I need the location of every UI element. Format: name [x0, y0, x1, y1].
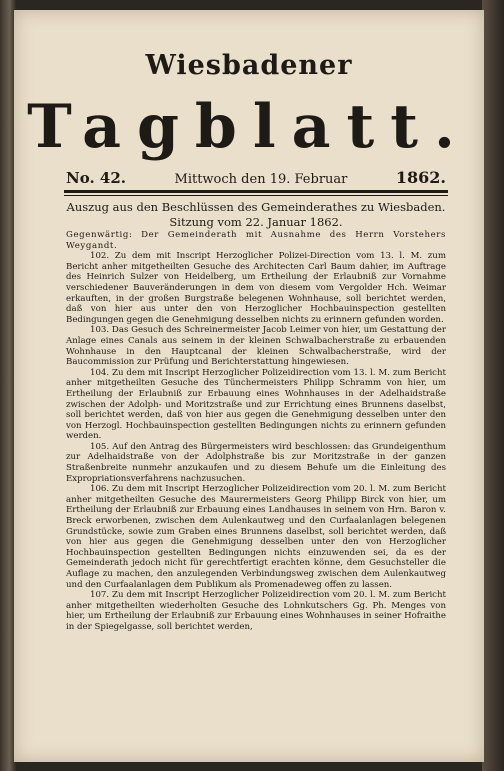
- newspaper-page: [14, 10, 484, 762]
- page-edge: [482, 0, 504, 771]
- paragraph-104: 104. Zu dem mit Inscript Herzoglicher Polizeidirection vom 13. l. M. zum Bericht anher mitgetheilten Gesuche des Tünchermeisters Philipp Schramm von hier, um Ertheilung der Erlaubniß zur Erbauung eines Wohnhauses in der Adelhaidstraße zwischen der Adolph- und Moritzstraße und zur Errichtung eines Brunnens daselbst, soll berichtet werden, daß von hier aus gegen die Genehmigung desselben unter den von Herzogl. Hochbauinspection gestellten Bedingungen nichts zu erinnern gefunden werden.: [66, 367, 446, 442]
- paragraph-102: 102. Zu dem mit Inscript Herzoglicher Polizei-Direction vom 13. l. M. zum Bericht anher mitgetheilten Gesuche des Architecten Carl Baum dahier, im Auftrage des Heinrich Sulzer von Heidelberg, um Ertheilung der Erlaubniß zur Vornahme verschiedener Bauveränderungen in dem von diesem vom Vergolder Hch. Weimar erkauften, in der großen Burgstraße belegenen Wohnhause, soll berichtet werden, daß von hier aus unter den von Herzoglicher Hochbauinspection gestellten Bedingungen gegen die Genehmigung desselben nichts zu erinnern gefunden worden.: [66, 251, 446, 325]
- paragraph-107: 107. Zu dem mit Inscript Herzoglicher Polizeidirection vom 20. l. M. zum Bericht anher mitgetheilten wiederholten Gesuche des Lohnkutschers Gg. Ph. Menges von hier, um Ertheilung der Erlaubniß zur Erbauung eines Wohnhauses in seiner Hofraithe in der Spiegelgasse, soll berichtet werden,: [66, 590, 446, 632]
- headline-line-1: Auszug aus den Beschlüssen des Gemeinderathes zu Wiesbaden.: [66, 200, 446, 214]
- article-headline: [66, 200, 446, 230]
- thin-rule: [64, 195, 448, 196]
- issue-year: 1862.: [395, 168, 446, 187]
- paragraph-106: 106. Zu dem mit Inscript Herzoglicher Polizeidirection vom 20. l. M. zum Bericht anher mitgetheilten Gesuche des Maurermeisters Georg Philipp Birck von hier, um Ertheilung der Erlaubniß zur Erbauung eines Landhauses in seinem von Hrn. Baron v. Breck erworbenen, zwischen dem Aulenkautweg und den Curfaalanlagen belegenen Grundstücke, sowie zum Graben eines Brunnens daselbst, soll berichtet werden, daß von hier aus gegen die Genehmigung desselben unter den von Herzoglicher Hochbauinspection gestellten Bedingungen nichts einzuwenden sei, da es der Gemeinderath jedoch nicht für gerechtfertigt erachten könne, dem Gesuchsteller die Auflage zu machen, den anzulegenden Verbindungsweg zwischen dem Aulenkautweg und den Curfaalanlagen dem Publikum als Promenadeweg offen zu lassen.: [66, 484, 446, 590]
- masthead-title: Tagblatt.: [27, 92, 471, 162]
- article-body: [66, 230, 446, 633]
- paragraph-105: 105. Auf den Antrag des Bürgermeisters wird beschlossen: das Grundeigenthum zur Adelhaidstraße von der Adolphstraße bis zur Moritzstraße in der ganzen Straßenbreite nunmehr anzukaufen und zu diesem Behufe um die Einleitung des Expropriationsverfahrens nachzusuchen.: [66, 441, 446, 484]
- present-line: Gegenwärtig: Der Gemeinderath mit Ausnahme des Herrn Vorstehers Weygandt.: [66, 230, 446, 251]
- heavy-rule: [64, 190, 448, 193]
- dateline: [66, 168, 446, 187]
- issue-date: Mittwoch den 19. Februar: [174, 172, 348, 187]
- issue-number: No. 42.: [66, 169, 126, 187]
- masthead-subtitle: Wiesbadener: [145, 50, 353, 81]
- paragraph-103: 103. Das Gesuch des Schreinermeister Jacob Leimer von hier, um Gestattung der Anlage eines Canals aus seinem in der kleinen Schwalbacherstraße zu erbauenden Wohnhause in den Hauptcanal der kleinen Schwalbacherstraße, wird der Baucommission zur Prüfung und Berichterstattung hingewiesen.: [66, 325, 446, 368]
- headline-line-2: Sitzung vom 22. Januar 1862.: [169, 215, 343, 229]
